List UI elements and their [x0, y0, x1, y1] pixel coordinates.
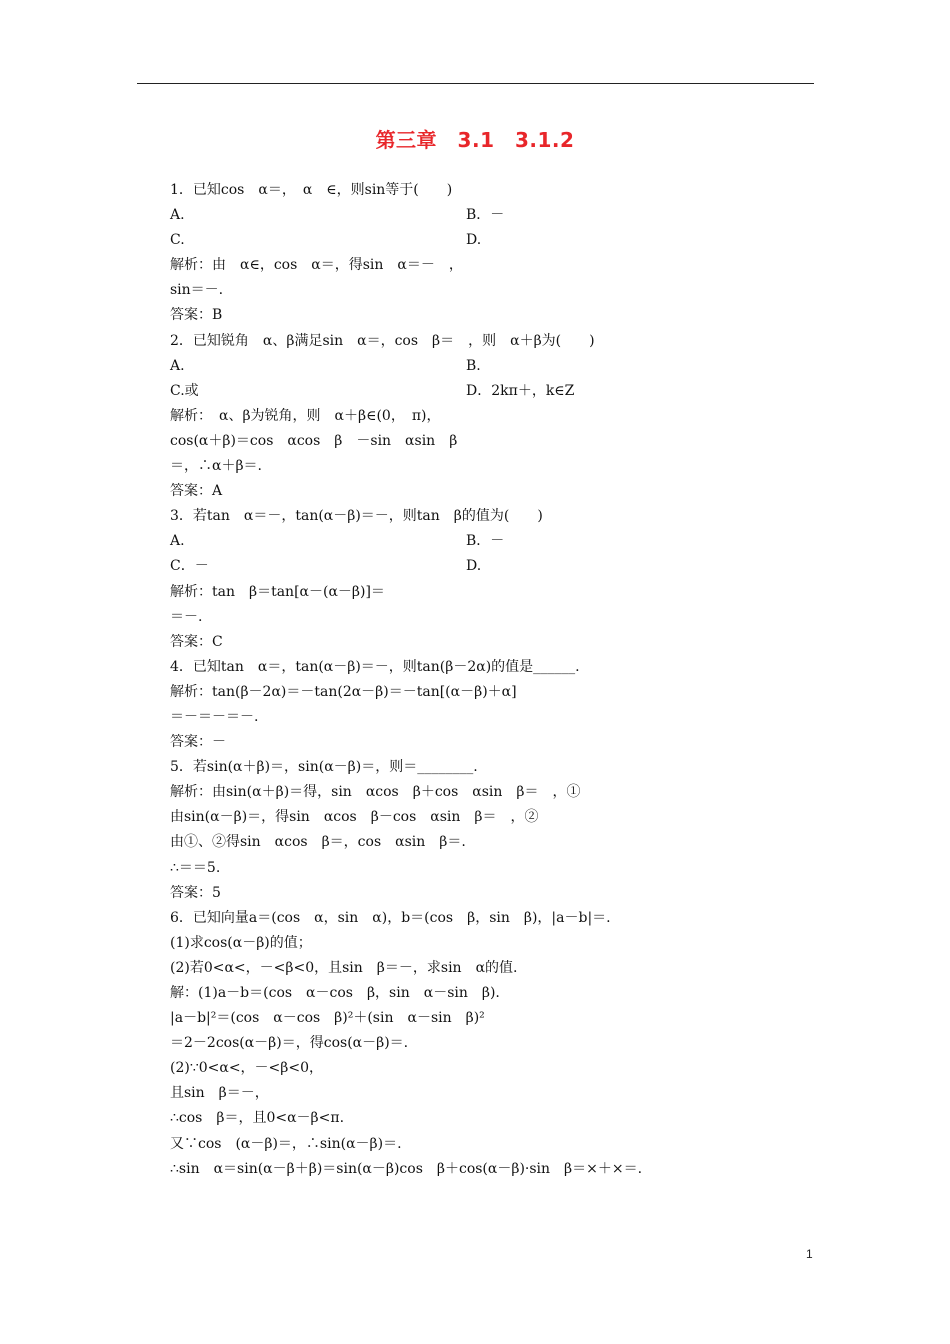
text-line: ＝，∴α＋β＝.: [170, 458, 262, 475]
text-line: 答案：A: [170, 483, 223, 500]
text-line: 解析：由sin(α＋β)＝得，sin αcos β＋cos αsin β＝ ，①: [170, 784, 581, 801]
text-line: 解析：由 α∈，cos α＝，得sin α＝－ ，: [170, 257, 463, 274]
option-left: C.或: [170, 382, 199, 399]
text-line: ∴＝＝5.: [170, 859, 221, 876]
options-row: [170, 379, 830, 404]
page-number: 1: [806, 1247, 813, 1261]
text-line: ∴cos β＝，且0<α－β<π.: [170, 1110, 345, 1127]
option-right: B．－: [466, 207, 505, 224]
option-left: A.: [170, 533, 185, 550]
text-line: sin＝－.: [170, 282, 224, 299]
text-line: ＝2－2cos(α－β)＝，得cos(α－β)＝.: [170, 1035, 409, 1052]
page-title: 第三章 3.1 3.1.2: [375, 128, 575, 152]
text-line: 3．若tan α＝－，tan(α－β)＝－，则tan β的值为( ): [170, 508, 543, 525]
option-left: A.: [170, 357, 185, 374]
text-line: 解析：tan(β－2α)＝－tan(2α－β)＝－tan[(α－β)＋α]: [170, 683, 517, 700]
text-line: 1．已知cos α＝， α ∈，则sin等于( ): [170, 182, 453, 198]
text-line: ＝－＝－＝－.: [170, 708, 259, 725]
options-row: [170, 354, 830, 379]
text-line: 又∵cos (α－β)＝，∴sin(α－β)＝.: [170, 1135, 402, 1152]
options-row: [170, 529, 830, 554]
text-line: 6．已知向量a＝(cos α，sin α)，b＝(cos β，sin β)，|a－b|＝.: [170, 909, 611, 926]
text-line: (2)∵0<α<，－<β<0，: [170, 1060, 324, 1077]
header-rule: [137, 83, 814, 84]
text-line: |a－b|²＝(cos α－cos β)²＋(sin α－sin β)²: [170, 1010, 485, 1027]
text-line: (2)若0<α<，－<β<0，且sin β＝－，求sin α的值.: [170, 959, 518, 976]
text-line: ∴sin α＝sin(α－β＋β)＝sin(α－β)cos β＋cos(α－β)·sin β＝×＋×＝.: [170, 1160, 643, 1177]
text-line: 答案：C: [170, 633, 223, 650]
option-right: D．2kπ＋，k∈Z: [466, 382, 575, 399]
option-right: B．－: [466, 533, 505, 550]
text-line: 解析：tan β＝tan[α－(α－β)]＝: [170, 583, 385, 600]
text-line: 由sin(α－β)＝，得sin αcos β－cos αsin β＝ ，②: [170, 809, 539, 826]
options-row: [170, 203, 830, 228]
text-line: 4．已知tan α＝，tan(α－β)＝－，则tan(β－2α)的值是______.: [170, 658, 580, 675]
option-right: D.: [466, 558, 482, 575]
text-line: cos(α＋β)＝cos αcos β －sin αsin β: [170, 432, 458, 449]
option-left: A.: [170, 207, 185, 224]
text-line: 解：(1)a－b＝(cos α－cos β，sin α－sin β).: [170, 985, 500, 1001]
options-row: [170, 554, 830, 579]
text-line: ＝－.: [170, 608, 203, 625]
option-left: C.: [170, 232, 185, 249]
option-right: D.: [466, 232, 482, 249]
text-line: 答案：B: [170, 307, 223, 324]
text-line: 答案：－: [170, 734, 226, 751]
text-line: 由①、②得sin αcos β＝，cos αsin β＝.: [170, 834, 466, 851]
options-row: [170, 228, 830, 253]
text-line: (1)求cos(α－β)的值；: [170, 934, 312, 951]
text-line: 2．已知锐角 α、β满足sin α＝，cos β＝ ，则 α＋β为( ): [170, 332, 595, 349]
text-line: 解析： α、β为锐角，则 α＋β∈(0， π)，: [170, 407, 441, 424]
option-left: C．－: [170, 558, 209, 575]
option-right: B.: [466, 357, 481, 374]
text-line: 5．若sin(α＋β)＝，sin(α－β)＝，则＝________.: [170, 759, 478, 776]
text-line: 且sin β＝－，: [170, 1085, 269, 1102]
document-body: [170, 178, 830, 1182]
text-line: 答案：5: [170, 884, 221, 901]
